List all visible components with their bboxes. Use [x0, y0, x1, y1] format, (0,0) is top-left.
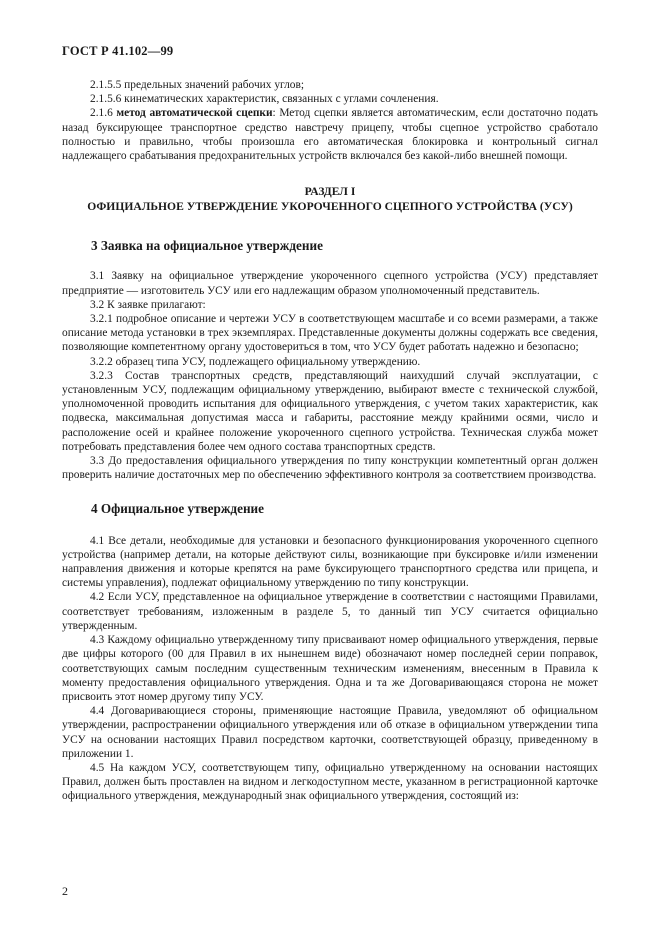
paragraph-2-1-6 [62, 106, 598, 163]
paragraph-4-3: 4.3 Каждому официально утвержденному типу присваивают номер официального утверждения, первые две цифры которого (00 для Правил в их нынешнем виде) обозначают номер последней серии поправок, соответствующих самым последним существенным техническим изменениям, внесенным в Правила к моменту предоставления официального утверждения. Одна и та же Договаривающаяся сторона не может присвоить этот номер другому типу УСУ. [62, 634, 598, 703]
paragraph-2-1-5-6: 2.1.5.6 кинематических характеристик, связанных с углами сочленения. [90, 93, 439, 106]
paragraph-3-1: 3.1 Заявку на официальное утверждение укороченного сцепного устройства (УСУ) представляет предприятие — изготовитель УСУ или его надлежащим образом уполномоченный представитель. [62, 270, 598, 297]
paragraph-4-5: 4.5 На каждом УСУ, соответствующем типу, официально утвержденному на основании настоящих Правил, должен быть проставлен на видном и легкодоступном месте, указанном в регистрационной карточке официального утверждения, международный знак официального утверждения, состоящий из: [62, 761, 598, 803]
term-label: метод автоматической сцепки [116, 107, 273, 120]
document-body [62, 78, 598, 804]
part-label: РАЗДЕЛ I [304, 185, 356, 199]
section-4-heading: 4 Официальное утверждение [91, 501, 265, 517]
paragraph-4-2: 4.2 Если УСУ, представленное на официальное утверждение в соответствии с настоящими Правилами, соответствует требованиям, изложенным в разделе 5, то данный тип УСУ считается официально утвержденным. [62, 591, 598, 632]
paragraph-3-2: 3.2 К заявке прилагают: [90, 298, 206, 311]
paragraph-number: 2.1.6 [90, 107, 113, 120]
part-title: ОФИЦИАЛЬНОЕ УТВЕРЖДЕНИЕ УКОРОЧЕННОГО СЦЕПНОГО УСТРОЙСТВА (УСУ) [87, 200, 573, 214]
paragraph-4-4: 4.4 Договаривающиеся стороны, применяющие настоящие Правила, уведомляют об официальном утверждении, распространении официального утверждения или об отказе в официальном утверждении типа УСУ на основании настоящих Правил посредством карточки, соответствующей образцу, приведенному в приложении 1. [62, 705, 598, 760]
paragraph-2-1-5-5: 2.1.5.5 предельных значений рабочих углов; [90, 79, 305, 91]
paragraph-3-3: 3.3 До предоставления официального утверждения по типу конструкции компетентный орган должен проверить наличие достаточных мер по обеспечению эффективного контроля за соответствием производства. [62, 455, 598, 482]
paragraph-3-2-1: 3.2.1 подробное описание и чертежи УСУ в соответствующем масштабе и со всеми размерами, а также описание метода установки в трех экземплярах. Представленные документы должны содержать все сведения, позволяющие компетентному органу удостовериться в том, что УСУ будет работать надежно и безопасно; [62, 313, 598, 354]
document-header: ГОСТ Р 41.102—99 [62, 44, 174, 58]
section-3-heading: 3 Заявка на официальное утверждение [91, 238, 323, 254]
paragraph-text: : Метод сцепки является автоматическим, если достаточно подать назад буксирующее транспортное средство навстречу прицепу, чтобы сцепное устройство сработало полностью и правильно, чтобы произошла его автоматическая блокировка и контрольный сигнал надлежащего срабатывания предохранительных устройств включался без какой-либо внешней помощи. [62, 107, 598, 163]
page-number: 2 [62, 884, 68, 898]
paragraph-3-2-3: 3.2.3 Состав транспортных средств, представляющий наихудший случай эксплуатации, с установленным УСУ, подлежащим официальному утверждению, выбирают вместе с технической службой, уполномоченной проводить испытания для официального утверждения, с учетом таких характеристик, как подвеска, максимальная допустимая масса и габариты, расстояние между крайними осями, число и расположение осей и крайнее положение укороченного сцепного устройства. Техническая служба может потребовать представления более чем одного состава транспортных средств. [62, 369, 598, 453]
paragraph-3-2-2: 3.2.2 образец типа УСУ, подлежащего официальному утверждению. [90, 355, 421, 368]
paragraph-4-1: 4.1 Все детали, необходимые для установки и безопасного функционирования укороченного сцепного устройства (например детали, на которые действуют силы, возникающие при буксировке и/или изменении направления движения и которые крепятся на раме буксирующего транспортного средства или прицепа, и системы управления), подлежат официальному утверждению по типу конструкции. [62, 534, 598, 590]
